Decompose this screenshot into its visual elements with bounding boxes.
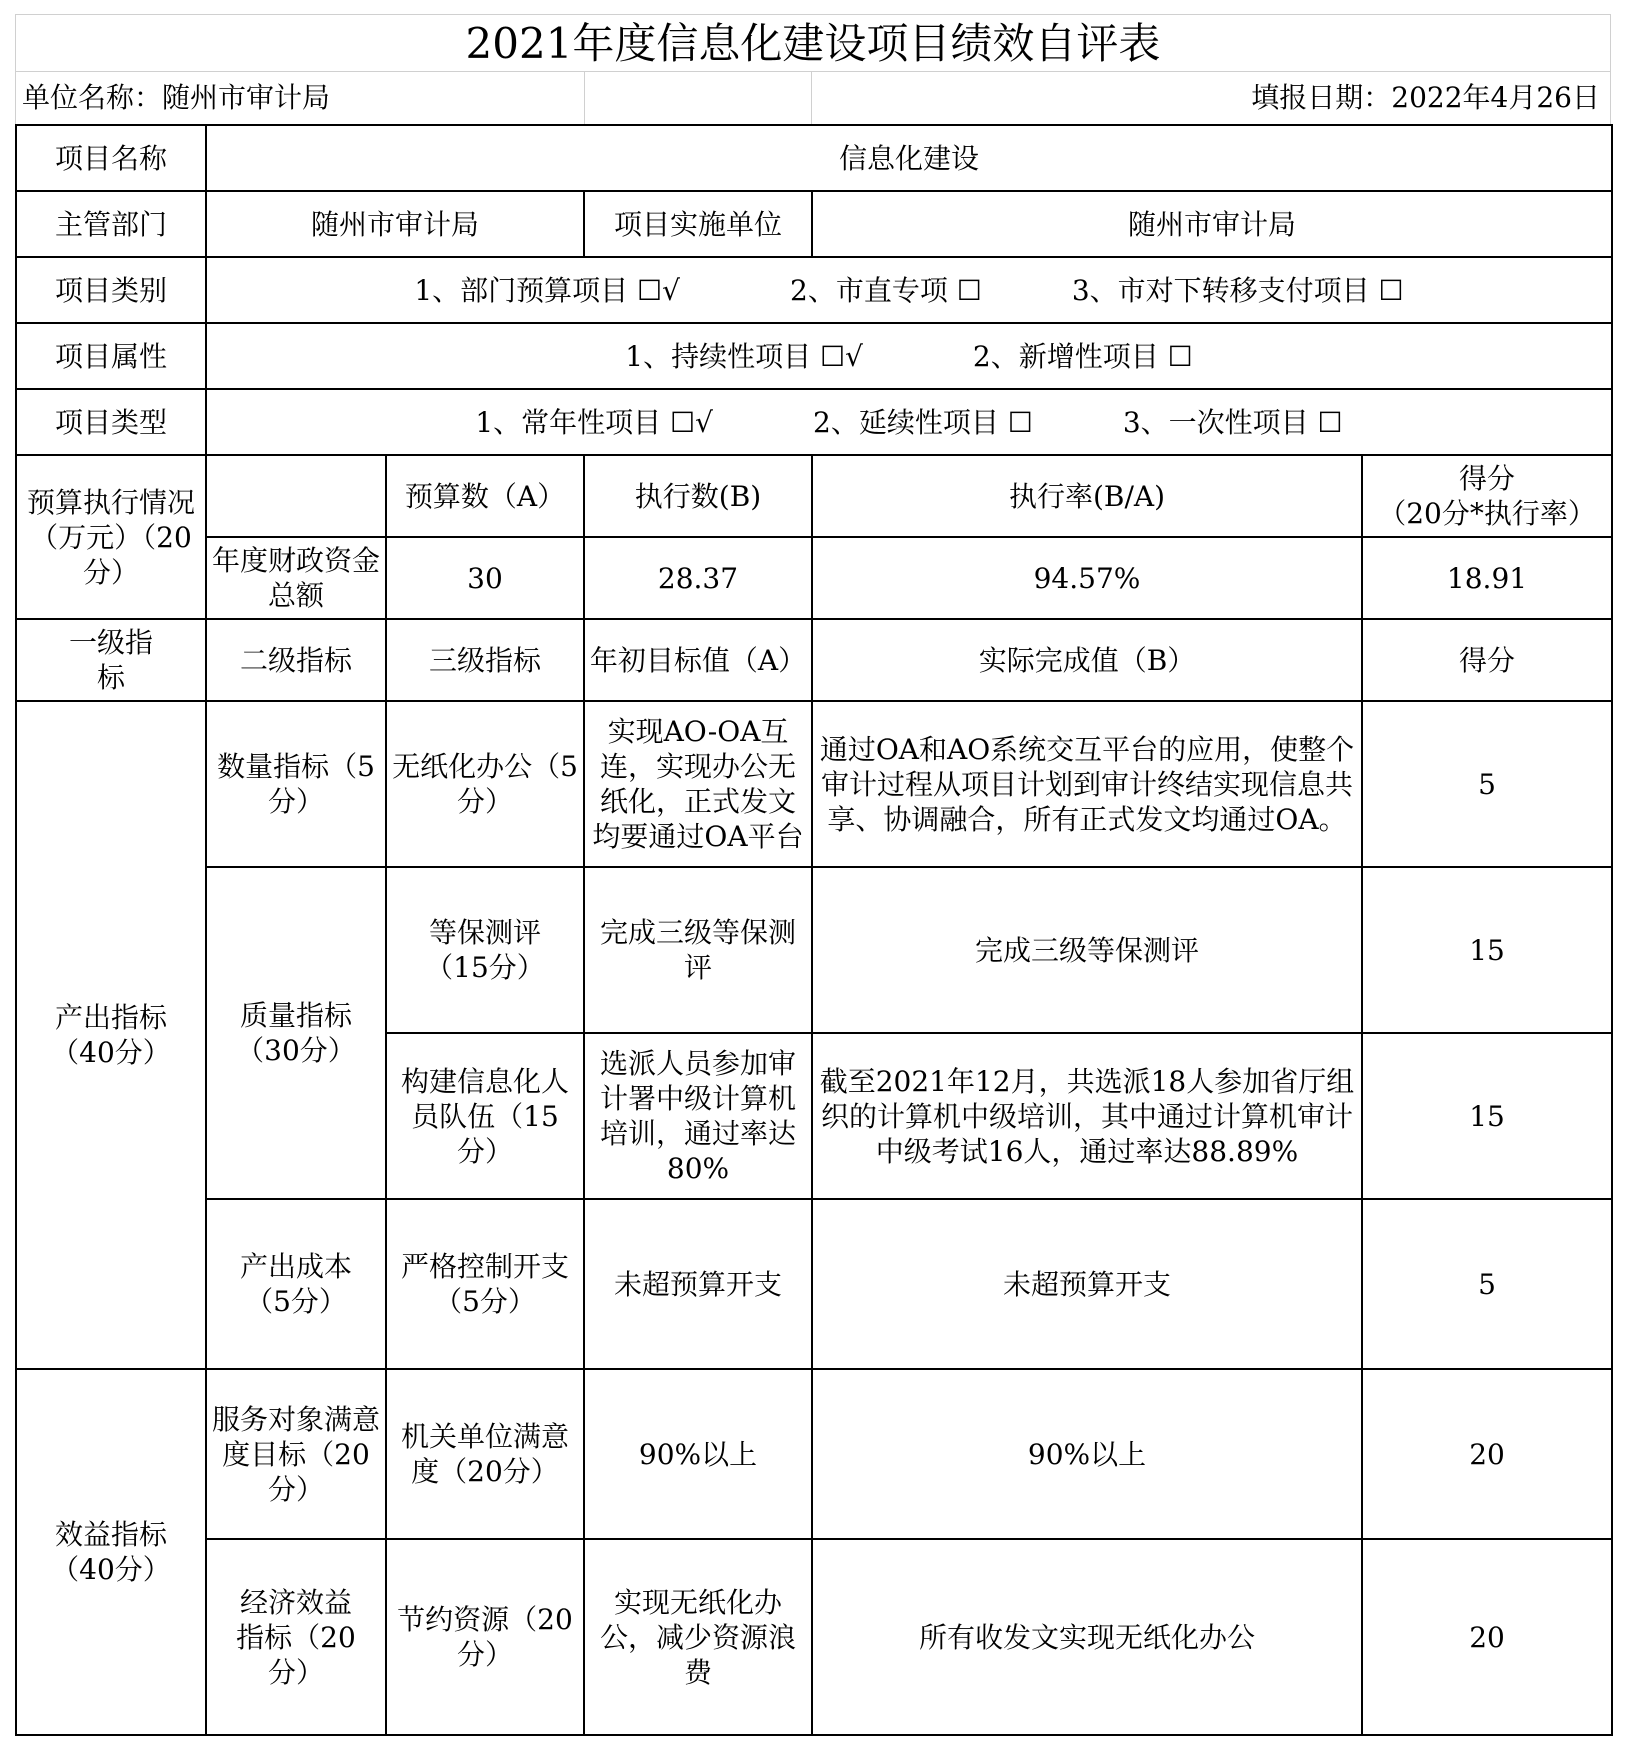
score-cell: 20: [1362, 1539, 1612, 1735]
row-dept: [16, 191, 1612, 257]
budget-section-label: 预算执行情况（万元）（20分）: [16, 455, 206, 619]
project-name-label: 项目名称: [16, 125, 206, 191]
row-indicator-headers: [16, 619, 1612, 701]
actual-cell: 所有收发文实现无纸化办公: [812, 1539, 1362, 1735]
attr-options: [206, 323, 1612, 389]
level3-cell: 严格控制开支（5分）: [386, 1199, 584, 1369]
header-level3: 三级指标: [386, 619, 584, 701]
level2-cell: 经济效益指标（20分）: [206, 1539, 386, 1735]
type-option-2: 2、延续性项目 ☐: [813, 405, 1033, 439]
project-name-value: 信息化建设: [206, 125, 1612, 191]
category-option-3: 3、市对下转移支付项目 ☐: [1071, 273, 1404, 307]
impl-value: 随州市审计局: [812, 191, 1612, 257]
level2-cell: 产出成本（5分）: [206, 1199, 386, 1369]
header-level2: 二级指标: [206, 619, 386, 701]
target-cell: 实现无纸化办公，减少资源浪费: [584, 1539, 812, 1735]
category-option-2: 2、市直专项 ☐: [790, 273, 982, 307]
level3-cell: 无纸化办公（5分）: [386, 701, 584, 867]
dept-value: 随州市审计局: [206, 191, 584, 257]
type-option-1: 1、常年性项目 ☐√: [475, 405, 714, 439]
row-attr: [16, 323, 1612, 389]
target-cell: 选派人员参加审计署中级计算机培训，通过率达80%: [584, 1033, 812, 1199]
header-score: 得分: [1362, 619, 1612, 701]
score-cell: 15: [1362, 867, 1612, 1033]
evaluation-table: [15, 124, 1613, 1736]
header-level1: 一级指标: [16, 619, 206, 701]
evaluation-sheet: [15, 14, 1611, 1736]
score-cell: 5: [1362, 701, 1612, 867]
budget-col-rate: 执行率(B/A): [812, 455, 1362, 537]
group-benefit-label: 效益指标（40分）: [16, 1369, 206, 1735]
budget-value: 30: [386, 537, 584, 619]
budget-header-blank: [206, 455, 386, 537]
score-value: 18.91: [1362, 537, 1612, 619]
budget-row-label: 年度财政资金总额: [206, 537, 386, 619]
rate-value: 94.57%: [812, 537, 1362, 619]
category-option-1: 1、部门预算项目 ☐√: [414, 273, 681, 307]
budget-col-score: [1362, 455, 1612, 537]
level3-cell: 机关单位满意度（20分）: [386, 1369, 584, 1539]
level2-cell: 质量指标（30分）: [206, 867, 386, 1199]
sheet-title: 2021年度信息化建设项目绩效自评表: [15, 14, 1611, 72]
row-type: [16, 389, 1612, 455]
fill-date: 填报日期：2022年4月26日: [812, 72, 1611, 124]
budget-col-score-line2: （20分*执行率）: [1378, 497, 1596, 530]
score-cell: 5: [1362, 1199, 1612, 1369]
impl-label: 项目实施单位: [584, 191, 812, 257]
target-cell: 未超预算开支: [584, 1199, 812, 1369]
level2-cell: 服务对象满意度目标（20分）: [206, 1369, 386, 1539]
header-actual: 实际完成值（B）: [812, 619, 1362, 701]
attr-option-1: 1、持续性项目 ☐√: [625, 339, 863, 373]
target-cell: 完成三级等保测评: [584, 867, 812, 1033]
target-cell: 90%以上: [584, 1369, 812, 1539]
table-row: [16, 1369, 1612, 1539]
dept-label: 主管部门: [16, 191, 206, 257]
actual-cell: 完成三级等保测评: [812, 867, 1362, 1033]
level3-cell: 节约资源（20分）: [386, 1539, 584, 1735]
level3-cell: 等保测评（15分）: [386, 867, 584, 1033]
budget-col-exec: 执行数(B): [584, 455, 812, 537]
header-target: 年初目标值（A）: [584, 619, 812, 701]
blank-cell: [585, 72, 812, 124]
level2-cell: 数量指标（5分）: [206, 701, 386, 867]
budget-col-score-line1: 得分: [1459, 462, 1516, 495]
level3-cell: 构建信息化人员队伍（15分）: [386, 1033, 584, 1199]
table-row: [16, 1199, 1612, 1369]
group-output-label: 产出指标（40分）: [16, 701, 206, 1369]
attr-option-2: 2、新增性项目 ☐: [972, 339, 1193, 373]
attr-label: 项目属性: [16, 323, 206, 389]
actual-cell: 90%以上: [812, 1369, 1362, 1539]
score-cell: 15: [1362, 1033, 1612, 1199]
category-label: 项目类别: [16, 257, 206, 323]
info-row: [15, 72, 1611, 124]
exec-value: 28.37: [584, 537, 812, 619]
target-cell: 实现AO-OA互连，实现办公无纸化，正式发文均要通过OA平台: [584, 701, 812, 867]
table-row: [16, 1539, 1612, 1735]
score-cell: 20: [1362, 1369, 1612, 1539]
table-row: [16, 867, 1612, 1033]
type-options: [206, 389, 1612, 455]
category-options: [206, 257, 1612, 323]
row-category: [16, 257, 1612, 323]
type-label: 项目类型: [16, 389, 206, 455]
row-budget-values: [16, 537, 1612, 619]
actual-cell: 通过OA和AO系统交互平台的应用，使整个审计过程从项目计划到审计终结实现信息共享、协调融合，所有正式发文均通过OA。: [812, 701, 1362, 867]
row-project-name: [16, 125, 1612, 191]
type-option-3: 3、一次性项目 ☐: [1122, 405, 1343, 439]
unit-name: 单位名称：随州市审计局: [15, 72, 585, 124]
budget-col-budget: 预算数（A）: [386, 455, 584, 537]
row-budget-header: [16, 455, 1612, 537]
actual-cell: 未超预算开支: [812, 1199, 1362, 1369]
actual-cell: 截至2021年12月，共选派18人参加省厅组织的计算机中级培训，其中通过计算机审计中级考试16人，通过率达88.89%: [812, 1033, 1362, 1199]
table-row: [16, 701, 1612, 867]
